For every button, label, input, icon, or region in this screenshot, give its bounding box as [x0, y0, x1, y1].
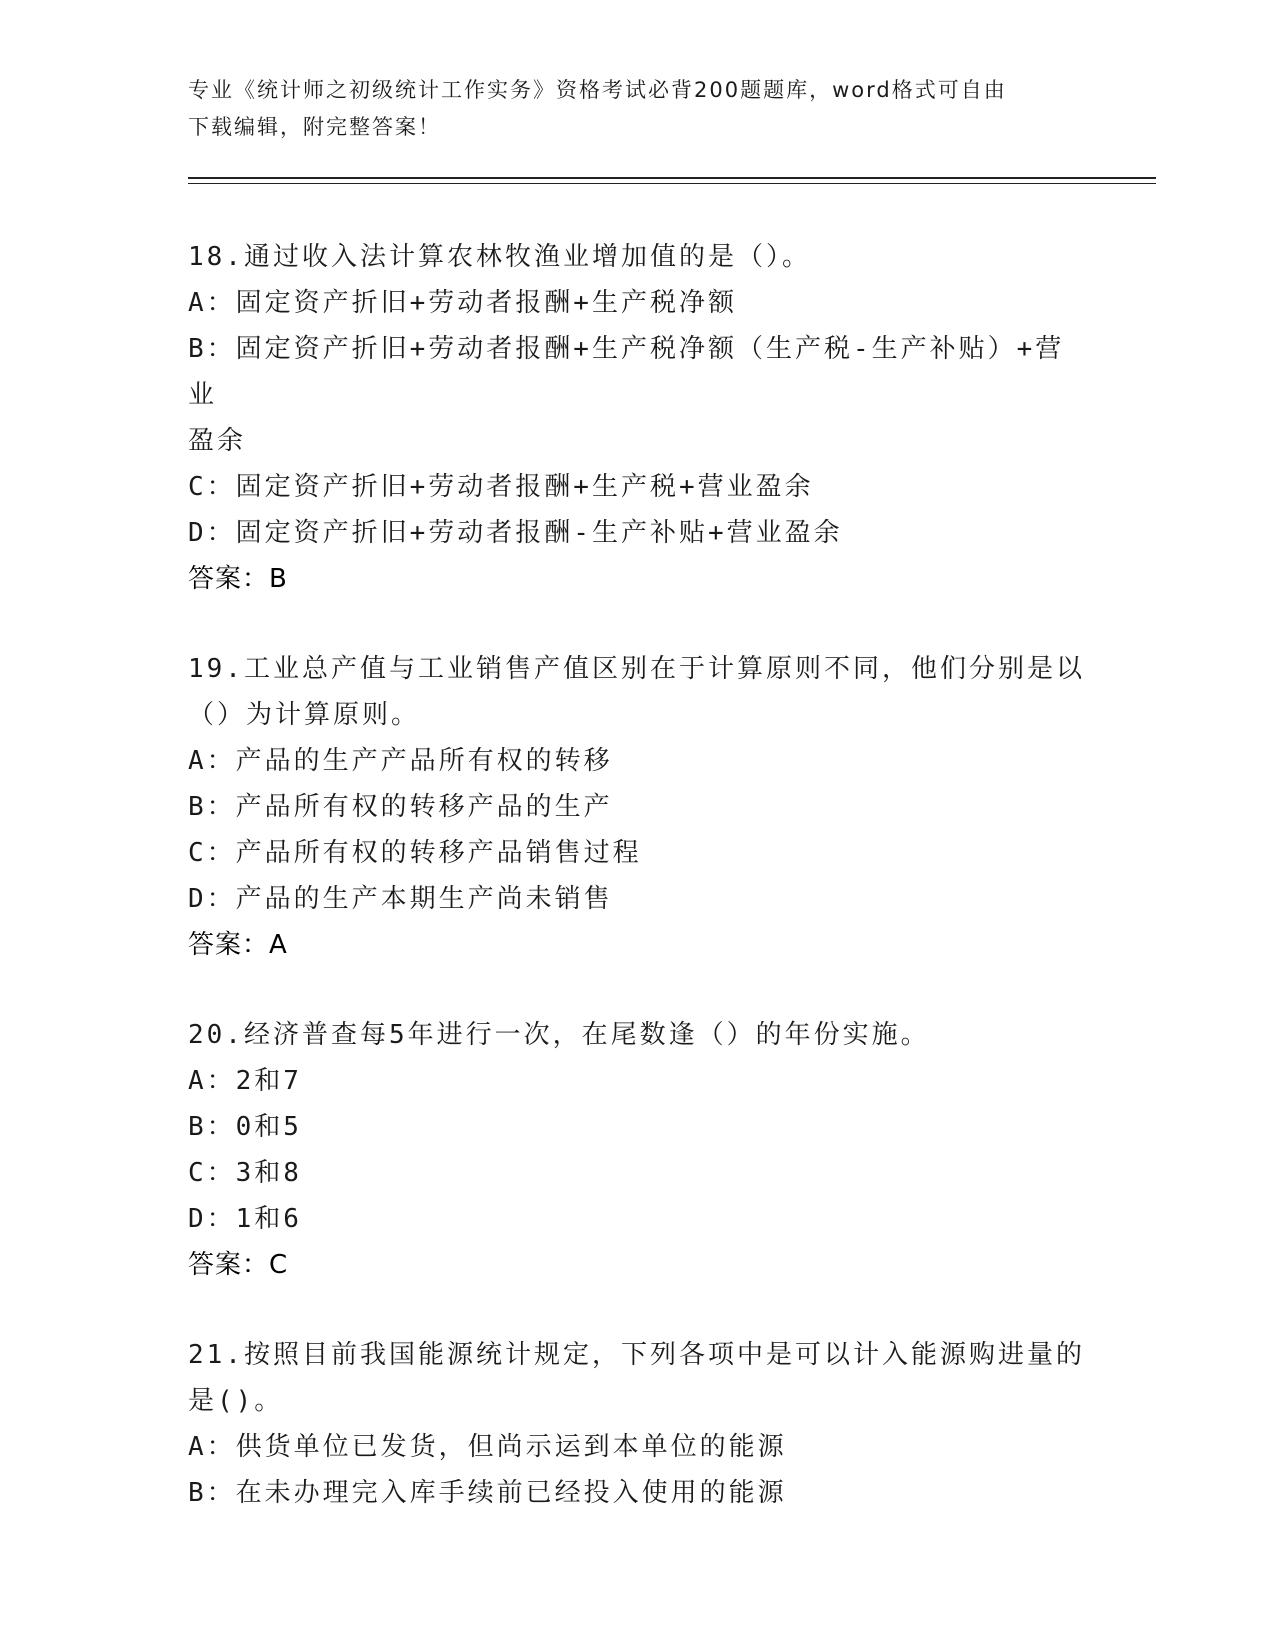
header-divider-thin	[188, 183, 1156, 184]
question-stem: 19.工业总产值与工业销售产值区别在于计算原则不同，他们分别是以	[188, 654, 1085, 684]
question-stem: 是()。	[188, 1386, 284, 1416]
question-block	[188, 646, 1088, 968]
answer-option: C：固定资产折旧+劳动者报酬+生产税+营业盈余	[188, 472, 814, 502]
correct-answer: 答案：B	[188, 564, 288, 594]
correct-answer: 答案：C	[188, 1250, 289, 1280]
answer-option: 盈余	[188, 426, 247, 456]
answer-option: B：在未办理完入库手续前已经投入使用的能源	[188, 1478, 787, 1508]
answer-option: C：产品所有权的转移产品销售过程	[188, 838, 642, 868]
answer-option: D：产品的生产本期生产尚未销售	[188, 884, 613, 914]
answer-option: B：0和5	[188, 1112, 302, 1142]
document-header	[188, 72, 1088, 146]
question-stem: 20.经济普查每5年进行一次，在尾数逢（）的年份实施。	[188, 1020, 930, 1050]
answer-option: B：固定资产折旧+劳动者报酬+生产税净额（生产税-生产补贴）+营业	[188, 334, 1065, 410]
question-stem: 18.通过收入法计算农林牧渔业增加值的是（）。	[188, 242, 811, 272]
question-block	[188, 1332, 1088, 1516]
answer-option: A：供货单位已发货，但尚示运到本单位的能源	[188, 1432, 787, 1462]
header-divider	[188, 177, 1156, 179]
question-block	[188, 1012, 1088, 1288]
question-stem: 21.按照目前我国能源统计规定，下列各项中是可以计入能源购进量的	[188, 1340, 1085, 1370]
answer-option: A：产品的生产产品所有权的转移	[188, 746, 613, 776]
answer-option: B：产品所有权的转移产品的生产	[188, 792, 613, 822]
header-line: 专业《统计师之初级统计工作实务》资格考试必背200题题库，word格式可自由	[188, 78, 1007, 102]
question-block	[188, 234, 1088, 602]
answer-option: D：1和6	[188, 1204, 302, 1234]
header-line: 下载编辑，附完整答案！	[188, 115, 441, 139]
question-list	[188, 234, 1088, 1560]
answer-option: C：3和8	[188, 1158, 302, 1188]
answer-option: A：2和7	[188, 1066, 302, 1096]
answer-option: A：固定资产折旧+劳动者报酬+生产税净额	[188, 288, 737, 318]
answer-option: D：固定资产折旧+劳动者报酬-生产补贴+营业盈余	[188, 518, 843, 548]
question-stem: （）为计算原则。	[188, 700, 421, 730]
correct-answer: 答案：A	[188, 930, 288, 960]
